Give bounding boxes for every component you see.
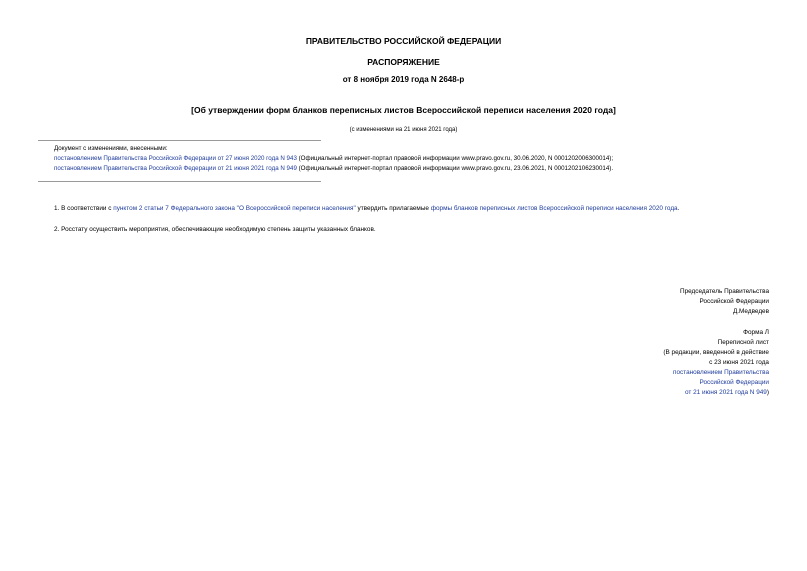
issuer-heading: ПРАВИТЕЛЬСТВО РОССИЙСКОЙ ФЕДЕРАЦИИ [305,36,502,46]
paragraph-text: 1. В соответствии с [54,205,114,212]
paragraph-2: 2. Росстату осуществить мероприятия, обеспечивающие необходимую степень защиты указанных бланков. [54,226,376,233]
top-divider [38,140,321,141]
amendment-link[interactable]: постановлением Правительства Российской Федерации от 27 июня 2020 года N 943 [54,155,297,162]
form-label: Форма Л [743,329,769,336]
paragraph-1 [54,205,679,212]
form-header-block [663,328,769,398]
signature-block [680,287,769,317]
form-sheet-name: Переписной лист [717,339,769,346]
edition-link[interactable]: постановлением Правительства [673,369,769,376]
edition-note: (В редакции, введенной в действие [663,349,769,356]
amendment-item [54,164,613,174]
document-date-number: от 8 ноября 2019 года N 2648-р [342,75,465,84]
paragraph-text: утвердить прилагаемые [355,205,431,212]
paragraph-text: . [677,205,680,212]
signatory-name: Д.Медведев [732,308,769,315]
signatory-country: Российской Федерации [699,298,769,305]
amendments-intro: Документ с изменениями, внесенными: [54,145,168,152]
closing-paren: ) [766,389,769,396]
edition-link[interactable]: Российской Федерации [699,379,769,386]
forms-link[interactable]: формы бланков переписных листов Всероссийской переписи населения 2020 года [430,205,678,212]
document-type: РАСПОРЯЖЕНИЕ [367,57,440,67]
edition-date: с 23 июня 2021 года [709,359,769,366]
amendment-source: (Официальный интернет-портал правовой информации www.pravo.gov.ru, 23.06.2021, N 0001202106230014). [296,165,614,172]
document-title: [Об утверждении форм бланков переписных листов Всероссийской переписи населения 2020 года] [191,105,616,115]
edition-link[interactable]: от 21 июня 2021 года N 949 [685,389,767,396]
amendment-item [54,154,613,164]
law-article-link[interactable]: пунктом 2 статьи 7 Федерального закона "О Всероссийской переписи населения" [113,205,356,212]
changes-note: (с изменениями на 21 июня 2021 года) [349,127,458,133]
amendment-source: (Официальный интернет-портал правовой информации www.pravo.gov.ru, 30.06.2020, N 0001202006300014); [296,155,614,162]
signatory-position: Председатель Правительства [680,288,769,295]
bottom-divider [38,181,321,182]
amendment-link[interactable]: постановлением Правительства Российской Федерации от 21 июня 2021 года N 949 [54,165,297,172]
